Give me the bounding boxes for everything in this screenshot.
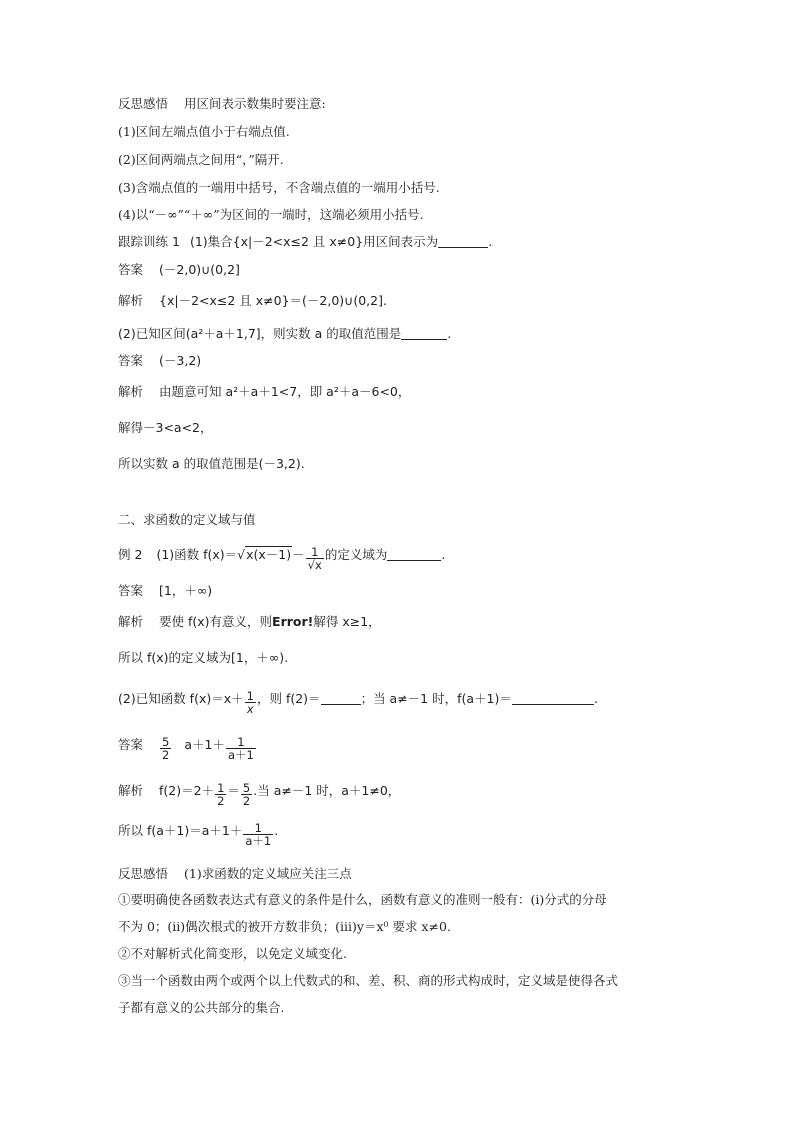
example-analysis-2 [118,782,400,807]
reflection-item-1: (1)区间左端点值小于右端点值. [118,124,290,139]
reflection-heading-2 [118,866,352,882]
answer-label: 答案 [118,262,144,277]
section-title: 二、求函数的定义域与值 [118,512,256,527]
reflection-heading [118,96,326,112]
fraction-denominator: 2 [217,794,225,808]
track-analysis-1 [118,293,387,309]
example-q2-text: (2)已知函数 f(x)＝x＋ [118,691,244,706]
track-answer-1 [118,262,240,278]
answer-value: [1，＋∞) [159,583,213,598]
analysis-text: 由题意可知 a²＋a＋1<7，即 a²＋a－6<0， [159,384,411,399]
analysis-text: {x|－2<x≤2 且 x≠0}＝(－2,0)∪(0,2]. [159,293,387,308]
track-analysis-2-line2: 解得－3<a<2， [118,420,213,435]
analysis-text: 所以 f(a＋1)＝a＋1＋ [118,823,243,838]
reflection-item-2: (2)区间两端点之间用“，”隔开. [118,152,284,167]
reflection-text: (1)求函数的定义域应关注三点 [184,866,352,881]
minus-sign: － [292,547,305,562]
sqrt-radicand: x(x－1) [246,547,292,562]
answer-value: (－2,0)∪(0,2] [159,262,240,277]
reflection-item-1-cont: 不为 0；(ⅱ)偶次根式的被开方数非负；(ⅲ)y＝x⁰ 要求 x≠0. [118,919,451,934]
track-question-1 [118,234,492,250]
example-answer-2 [118,736,257,761]
fraction-numerator: 1 [226,736,256,749]
fraction [243,822,273,847]
example-q1-tail: 的定义域为 [324,547,388,562]
fraction-denominator: x [246,702,254,716]
example-q2-end: . [593,691,598,706]
analysis-label: 解析 [118,783,144,798]
fraction-denominator: √x [307,558,322,572]
track-q2-end: . [447,326,452,341]
example-label: 例 2 [118,547,143,562]
answer-value: (－3,2) [159,353,202,368]
answer-blank [321,692,361,705]
fraction-numerator: 5 [242,781,251,795]
reflection-item-4: (4)以“－∞”“＋∞”为区间的一端时，这端必须用小括号. [118,207,424,222]
example-analysis-1-line2: 所以 f(x)的定义域为[1，＋∞). [118,650,289,665]
fraction-numerator: 1 [246,689,254,703]
analysis-text: 要使 f(x)有意义，则 [159,614,273,629]
equals-sign: ＝ [227,783,240,798]
fraction [241,782,252,807]
analysis-text: f(2)＝2＋ [159,783,215,798]
fraction [215,782,226,807]
reflection-item-2: ②不对解析式化简变形，以免定义域变化. [118,946,347,961]
example-q2-mid: ，则 f(2)＝ [256,691,321,706]
track-analysis-2-line3: 所以实数 a 的取值范围是(－3,2). [118,456,305,471]
error-text: Error! [272,614,314,629]
reflection-item-3: (3)含端点值的一端用中括号，不含端点值的一端用小括号. [118,180,440,195]
reflection-item-3-cont: 子都有意义的公共部分的集合. [118,1000,285,1015]
analysis-label: 解析 [118,293,144,308]
answer-label: 答案 [118,737,144,752]
track-q1-text: (1)集合{x|－2<x≤2 且 x≠0}用区间表示为 [189,234,439,249]
fraction-denominator: 2 [242,794,251,808]
reflection-item-3: ③当一个函数由两个或两个以上代数式的和、差、积、商的形式构成时，定义域是使得各式 [118,973,619,988]
reflection-label: 反思感悟 [118,866,169,881]
analysis-label: 解析 [118,614,144,629]
fraction [245,690,256,715]
sqrt-sign: √ [237,547,246,562]
answer-label: 答案 [118,583,144,598]
track-question-2 [118,326,451,342]
analysis-text-tail: 解得 x≥1， [313,614,381,629]
fraction-denominator: a＋1 [245,834,272,848]
example-answer-1 [118,583,212,599]
track-label: 跟踪训练 1 [118,234,180,249]
answer-blank [512,692,594,705]
example-q2-mid2: ；当 a≠－1 时，f(a＋1)＝ [360,691,512,706]
answer-blank [438,235,488,248]
analysis-end: . [274,823,279,838]
fraction-denominator: a＋1 [227,748,254,762]
track-q2-text: (2)已知区间(a²＋a＋1,7]，则实数 a 的取值范围是 [118,326,402,341]
example-analysis-1 [118,614,381,630]
example-analysis-2-line2 [118,822,278,847]
answer-blank [387,548,441,561]
track-analysis-2 [118,384,410,400]
fraction-numerator: 1 [217,781,225,795]
example-q1-text: (1)函数 f(x)＝ [156,547,238,562]
fraction [226,736,256,761]
answer-blank [401,327,447,340]
reflection-item-1: ①要明确使各函数表达式有意义的条件是什么，函数有意义的准则一般有：(ⅰ)分式的分母 [118,892,607,907]
fraction-numerator: 1 [306,546,324,559]
fraction-numerator: 1 [243,822,273,835]
analysis-label: 解析 [118,384,144,399]
reflection-label: 反思感悟 [118,96,169,111]
example-q1-end: . [441,547,446,562]
track-answer-2 [118,353,201,369]
fraction [160,736,171,761]
fraction [306,546,324,571]
analysis-text-tail: .当 a≠－1 时，a＋1≠0， [253,783,401,798]
answer-label: 答案 [118,353,144,368]
fraction-numerator: 5 [162,735,170,749]
example-question-1 [118,546,445,571]
fraction-denominator: 2 [162,748,170,762]
answer-value: a＋1＋ [184,737,225,752]
reflection-text: 用区间表示数集时要注意: [184,96,326,111]
example-question-2 [118,690,598,715]
track-q1-end: . [488,234,493,249]
